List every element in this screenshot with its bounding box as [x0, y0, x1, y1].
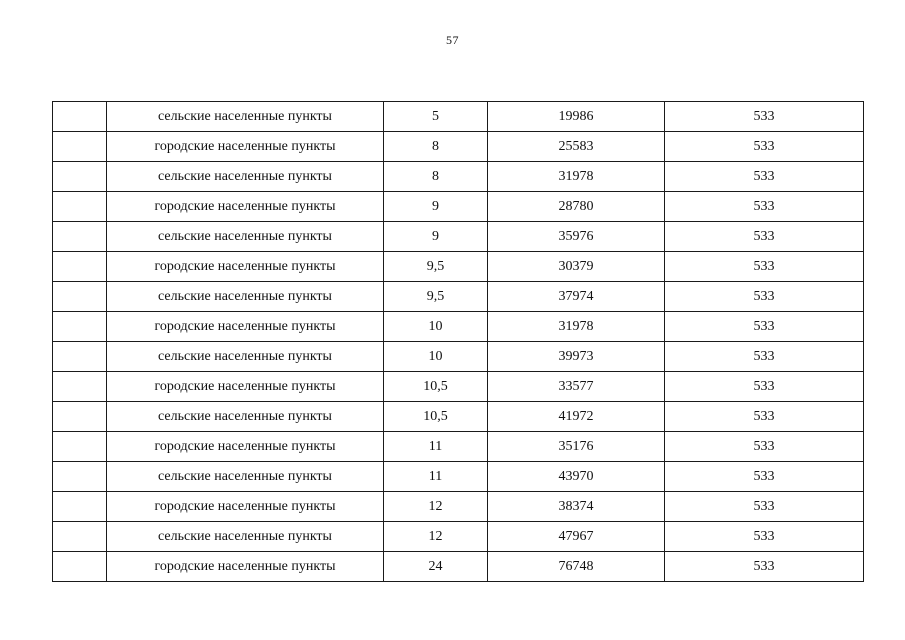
settlement-type-cell: городские населенные пункты: [107, 432, 384, 462]
empty-cell: [53, 402, 107, 432]
value1-cell: 9: [384, 222, 488, 252]
value3-cell: 533: [665, 192, 864, 222]
value1-cell: 12: [384, 492, 488, 522]
value1-cell: 9,5: [384, 252, 488, 282]
value1-cell: 5: [384, 102, 488, 132]
empty-cell: [53, 432, 107, 462]
empty-cell: [53, 102, 107, 132]
settlement-type-cell: сельские населенные пункты: [107, 222, 384, 252]
table-row: [53, 552, 864, 582]
value2-cell: 30379: [488, 252, 665, 282]
value2-cell: 28780: [488, 192, 665, 222]
page-number: 57: [446, 33, 459, 47]
value1-cell: 12: [384, 522, 488, 552]
table-row: [53, 282, 864, 312]
table-row: [53, 102, 864, 132]
value3-cell: 533: [665, 312, 864, 342]
value1-cell: 10,5: [384, 402, 488, 432]
value3-cell: 533: [665, 462, 864, 492]
value2-cell: 31978: [488, 312, 665, 342]
value2-cell: 41972: [488, 402, 665, 432]
value2-cell: 33577: [488, 372, 665, 402]
value2-cell: 19986: [488, 102, 665, 132]
value3-cell: 533: [665, 252, 864, 282]
value1-cell: 11: [384, 462, 488, 492]
value2-cell: 47967: [488, 522, 665, 552]
settlement-type-cell: сельские населенные пункты: [107, 342, 384, 372]
empty-cell: [53, 552, 107, 582]
empty-cell: [53, 162, 107, 192]
settlement-type-cell: городские населенные пункты: [107, 132, 384, 162]
value3-cell: 533: [665, 402, 864, 432]
table-body: [53, 102, 864, 582]
value3-cell: 533: [665, 132, 864, 162]
value3-cell: 533: [665, 222, 864, 252]
value2-cell: 35176: [488, 432, 665, 462]
value1-cell: 9: [384, 192, 488, 222]
value3-cell: 533: [665, 102, 864, 132]
settlement-type-cell: городские населенные пункты: [107, 552, 384, 582]
table-row: [53, 222, 864, 252]
table-row: [53, 342, 864, 372]
value2-cell: 35976: [488, 222, 665, 252]
value3-cell: 533: [665, 522, 864, 552]
empty-cell: [53, 222, 107, 252]
empty-cell: [53, 192, 107, 222]
value1-cell: 9,5: [384, 282, 488, 312]
table-row: [53, 522, 864, 552]
value1-cell: 10: [384, 312, 488, 342]
empty-cell: [53, 312, 107, 342]
value1-cell: 11: [384, 432, 488, 462]
empty-cell: [53, 252, 107, 282]
settlement-type-cell: городские населенные пункты: [107, 312, 384, 342]
table-row: [53, 162, 864, 192]
value3-cell: 533: [665, 282, 864, 312]
table-row: [53, 132, 864, 162]
empty-cell: [53, 372, 107, 402]
value2-cell: 43970: [488, 462, 665, 492]
value3-cell: 533: [665, 162, 864, 192]
table-row: [53, 192, 864, 222]
empty-cell: [53, 462, 107, 492]
table-row: [53, 252, 864, 282]
value3-cell: 533: [665, 372, 864, 402]
value3-cell: 533: [665, 432, 864, 462]
empty-cell: [53, 132, 107, 162]
settlement-type-cell: сельские населенные пункты: [107, 162, 384, 192]
empty-cell: [53, 492, 107, 522]
value2-cell: 38374: [488, 492, 665, 522]
value3-cell: 533: [665, 492, 864, 522]
value1-cell: 10: [384, 342, 488, 372]
table-row: [53, 402, 864, 432]
value1-cell: 10,5: [384, 372, 488, 402]
table-row: [53, 492, 864, 522]
value2-cell: 37974: [488, 282, 665, 312]
table-row: [53, 432, 864, 462]
empty-cell: [53, 522, 107, 552]
data-table: [52, 101, 864, 582]
settlement-type-cell: городские населенные пункты: [107, 372, 384, 402]
value3-cell: 533: [665, 342, 864, 372]
settlement-type-cell: сельские населенные пункты: [107, 462, 384, 492]
table-row: [53, 462, 864, 492]
empty-cell: [53, 342, 107, 372]
value1-cell: 8: [384, 162, 488, 192]
settlement-type-cell: городские населенные пункты: [107, 192, 384, 222]
table-row: [53, 372, 864, 402]
value2-cell: 25583: [488, 132, 665, 162]
table-row: [53, 312, 864, 342]
value2-cell: 39973: [488, 342, 665, 372]
settlement-type-cell: сельские населенные пункты: [107, 522, 384, 552]
settlement-type-cell: сельские населенные пункты: [107, 282, 384, 312]
value2-cell: 76748: [488, 552, 665, 582]
settlement-type-cell: сельские населенные пункты: [107, 102, 384, 132]
value1-cell: 24: [384, 552, 488, 582]
value2-cell: 31978: [488, 162, 665, 192]
settlement-type-cell: сельские населенные пункты: [107, 402, 384, 432]
settlement-type-cell: городские населенные пункты: [107, 252, 384, 282]
value3-cell: 533: [665, 552, 864, 582]
value1-cell: 8: [384, 132, 488, 162]
settlement-type-cell: городские населенные пункты: [107, 492, 384, 522]
empty-cell: [53, 282, 107, 312]
